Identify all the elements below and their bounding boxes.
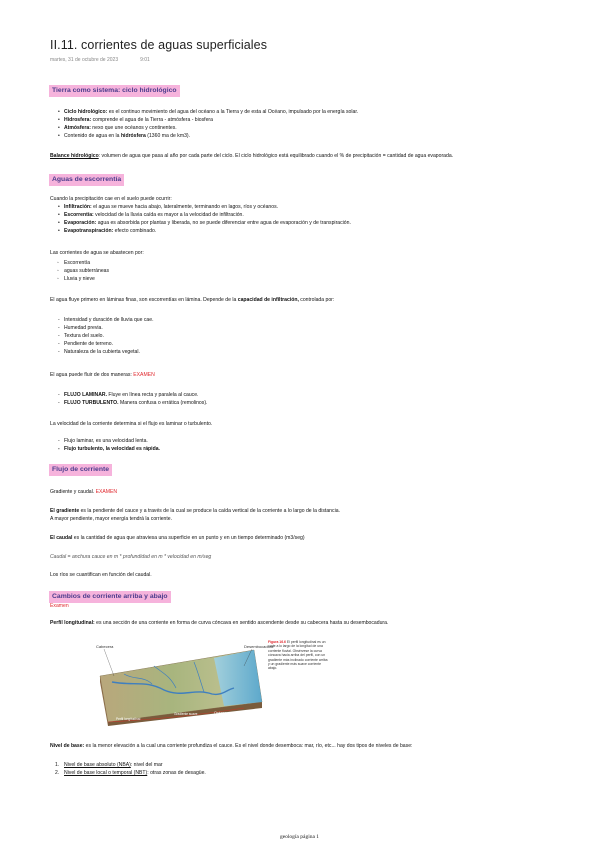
paragraph: A mayor pendiente, mayor energía tendrá la corriente. xyxy=(50,516,173,522)
list-item: - Naturaleza de la cubierta vegetal. xyxy=(64,349,140,356)
list-item: ◦ aguas subterráneas xyxy=(64,268,109,275)
label-perfil: Perfil longitudinal xyxy=(116,717,141,721)
leader-line xyxy=(104,649,114,676)
list-item: - Humedad previa. xyxy=(64,325,103,332)
note-date: martes, 31 de octubre de 2023 xyxy=(50,57,119,63)
formula: Caudal = anchura cauce en m * profundidad en m * velocidad en m/seg xyxy=(50,554,212,560)
page-footer: geología página 1 xyxy=(279,834,320,840)
section-heading-ciclo: Tierra como sistema: ciclo hidrológico xyxy=(49,85,180,97)
list-item: • Escorrentía: velocidad de la lluvia caída es mayor a la velocidad de infiltración. xyxy=(64,212,244,219)
paragraph: El caudal es la cantidad de agua que atraviesa una superficie en un punto y en un tiempo determinado (m3/seg) xyxy=(50,535,305,541)
list-item: - Pendiente de terreno. xyxy=(64,341,113,348)
exam-tag: Examen xyxy=(50,603,69,609)
list-item: • Atmósfera: nexo que une océanos y continentes. xyxy=(64,125,177,132)
label-cabecera: Cabecera xyxy=(96,644,114,649)
list-item: 1. Nivel de base absoluto (NBA): nivel del mar xyxy=(64,762,163,769)
list-item: - Intensidad y duración de lluvia que cae. xyxy=(64,317,153,324)
section-heading-escorrentia: Aguas de escorrentía xyxy=(49,174,124,186)
list-item: • Hidrosfera: comprende el agua de la Tierra - atmósfera - biosfera xyxy=(64,117,213,124)
paragraph: El agua fluye primero en láminas finas, son escorrentías en lámina. Depende de la capacidad de infiltración, controlada por: xyxy=(50,297,335,303)
list-item: • Contenido de agua en la hidrósfera (1360 ma de km3). xyxy=(64,133,190,140)
page-title: II.11. corrientes de aguas superficiales xyxy=(50,38,268,52)
list-item: ◦ Lluvia y nieve xyxy=(64,276,95,283)
date-line xyxy=(50,57,172,63)
section-heading-cambios: Cambios de corriente arriba y abajo xyxy=(49,591,171,603)
label-oceano: Océano xyxy=(214,711,227,715)
label-gradiente: Gradiente suave xyxy=(174,712,198,716)
paragraph: Gradiente y caudal. EXAMEN xyxy=(50,489,118,495)
list-item: • Evaporación: agua es absorbida por plantas y liberada, no se puede diferenciar entre agua de evaporación y de transpiración. xyxy=(64,220,351,227)
list-item: - Flujo turbulento, la velocidad es rápida. xyxy=(64,446,160,453)
paragraph: El agua puede fluir de dos maneras: EXAMEN xyxy=(50,372,155,378)
paragraph: Los ríos se cuantifican en función del caudal. xyxy=(50,572,152,578)
paragraph: Cuando la precipitación cae en el suelo puede ocurrir: xyxy=(50,196,172,202)
paragraph: El gradiente es la pendiente del cauce y a través de la cual se produce la caída vertical de la corriente a lo largo de la distancia. xyxy=(50,508,340,514)
paragraph: Las corrientes de agua se abastecen por: xyxy=(50,250,144,256)
list-item: ◦ Escorrentía xyxy=(64,260,90,267)
note-time: 9:01 xyxy=(140,57,150,63)
paragraph: La velocidad de la corriente determina si el flujo es laminar o turbulento. xyxy=(50,421,213,427)
list-item: - FLUJO LAMINAR. Fluye en línea recta y paralela al cauce. xyxy=(64,392,198,399)
label-desembocadura: Desembocadura xyxy=(244,644,274,649)
paragraph: Perfil longitudinal: es una sección de una corriente en forma de curva cóncava en sentido ascendente desde su cabecera hasta su desembocadura. xyxy=(50,620,389,626)
balance-paragraph: Balance hidrológico: volumen de agua que pasa al año por cada parte del ciclo. El ciclo hidrológico está equilibrado cuando el % de precipitación = cantidad de agua evaporada. xyxy=(50,153,454,159)
list-item: - Textura del suelo. xyxy=(64,333,104,340)
list-item: • Infiltración: el agua se mueve hacia abajo, lateralmente, terminando en lagos, ríos y océanos. xyxy=(64,204,278,211)
paragraph: Nivel de base: es la menor elevación a la cual una corriente profundiza el cauce. Es el nivel donde desemboca: mar, río, etc... hay dos tipos de niveles de base: xyxy=(50,743,413,749)
section-heading-flujo: Flujo de corriente xyxy=(49,464,112,476)
list-item: - Flujo laminar, es una velocidad lenta. xyxy=(64,438,148,445)
list-item: 2. Nivel de base local o temporal (NBT): otras zonas de desagüe. xyxy=(64,770,206,777)
list-item: - FLUJO TURBULENTO. Manera confusa o errática (remolinos). xyxy=(64,400,207,407)
list-item: • Ciclo hidrológico: es el continuo movimiento del agua del océano a la Tierra y de esta al Océano, impulsado por la energía solar. xyxy=(64,109,358,116)
figure-caption: Figura 16.6 El perfil longitudinal es un corte a lo largo de la longitud de una corriente fluvial. Obsérvese la curva cóncava hacia arriba del perfil, con un gradiente más inclinado corriente arriba y un gradiente más suave corriente abajo. xyxy=(268,640,328,671)
list-item: • Evapotranspiración: efecto combinado. xyxy=(64,228,156,235)
